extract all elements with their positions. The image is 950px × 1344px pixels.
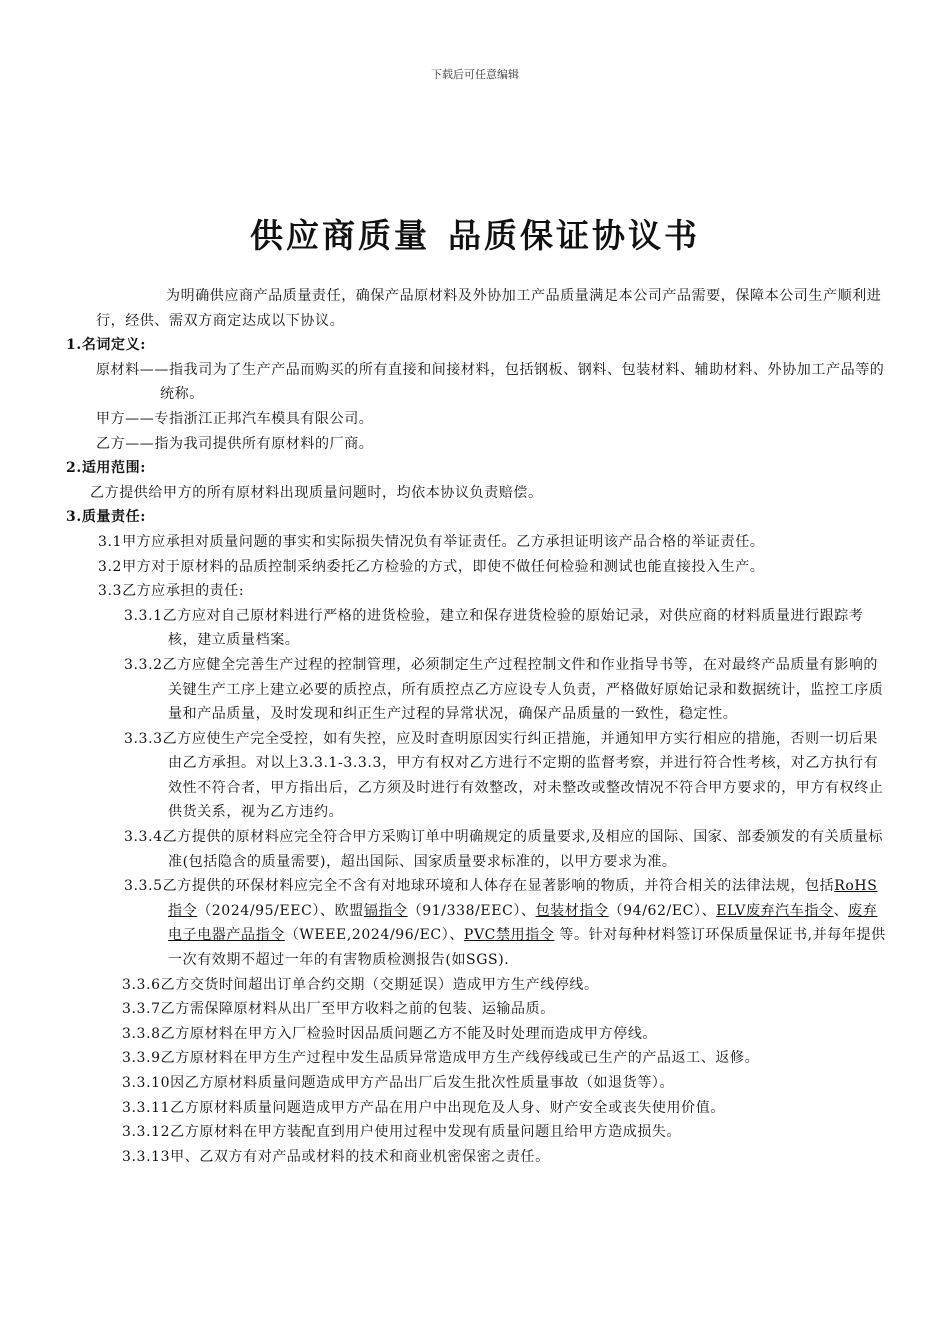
clause-3-3-9: 3.3.9乙方原材料在甲方生产过程中发生品质异常造成甲方生产线停线或已生产的产品返工、返修。 bbox=[122, 1050, 760, 1067]
clause-3-3-10: 3.3.10因乙方原材料质量问题造成甲方产品出厂后发生批次性质量事故（如退货等）。 bbox=[122, 1075, 675, 1091]
intro-paragraph: 为明确供应商产品质量责任，确保产品原材料及外协加工产品质量满足本公司产品需要，保障本公司生产顺利进行，经供、需双方商定达成以下协议。 bbox=[96, 288, 882, 329]
rohs-directive-link: RoHS指令 bbox=[168, 878, 878, 919]
packaging-directive-link: 包装材指令 bbox=[535, 902, 609, 919]
header-note: 下载后可任意编辑 bbox=[431, 68, 519, 81]
weee-directive-link: 废弃电子电器产品指令 bbox=[168, 902, 878, 944]
elv-directive-link: ELV废弃汽车指令 bbox=[716, 902, 834, 919]
clause-3-3-5 bbox=[60, 874, 890, 972]
clause-3-3-5-text-a: 3.3.5乙方提供的环保材料应完全不含有对地球环境和人体存在显著影响的物质，并符合相关的法律法规，包括 bbox=[124, 878, 835, 895]
clause-3-3-7: 3.3.7乙方需保障原材料从出厂至甲方收料之前的包装、运输品质。 bbox=[122, 1001, 555, 1018]
document-body bbox=[60, 284, 890, 1169]
cadmium-directive-link: 镉指令 bbox=[363, 902, 408, 919]
clause-3-3-5-text-g: 等。针对每种材料签订环保质量保证书,并每年提供一次有效期不超过一年的有害物质检测报告(如SGS). bbox=[168, 927, 886, 969]
page-title bbox=[0, 210, 950, 257]
clause-3-3-4: 3.3.4乙方提供的原材料应完全符合甲方采购订单中明确规定的质量要求,及相应的国际、国家、部委颁发的有关质量标准(包括隐含的质量需要)，超出国际、国家质量要求标准的，以甲方要求为准。 bbox=[124, 829, 884, 870]
clause-3-3-8: 3.3.8乙方原材料在甲方入厂检验时因品质问题乙方不能及时处理而造成甲方停线。 bbox=[122, 1025, 658, 1042]
clause-3-2: 3.2甲方对于原材料的品质控制采纳委托乙方检验的方式，即使不做任何检验和测试也能直接投入生产。 bbox=[98, 558, 765, 575]
clause-3-3: 3.3乙方应承担的责任: bbox=[98, 583, 245, 600]
clause-3-3-5-text-d: （94/62/EC）、 bbox=[608, 902, 717, 919]
definition-party-b: 乙方——指为我司提供所有原材料的厂商。 bbox=[96, 435, 374, 452]
clause-3-3-5-text-f: （WEEE,2024/96/EC）、 bbox=[284, 927, 464, 944]
clause-3-3-11: 3.3.11乙方原材料质量问题造成甲方产品在用户中出现危及人身、财产安全或丧失使用价值。 bbox=[122, 1099, 725, 1116]
section-2-heading: 2.适用范围: bbox=[66, 460, 146, 477]
clause-3-3-5-text-e: 、 bbox=[833, 902, 849, 919]
scope-text: 乙方提供给甲方的所有原材料出现质量问题时，均依本协议负责赔偿。 bbox=[90, 484, 543, 501]
clause-3-3-5-text-c: （91/338/EEC）、 bbox=[407, 902, 536, 919]
clause-3-3-6: 3.3.6乙方交货时间超出订单合约交期（交期延误）造成甲方生产线停线。 bbox=[122, 976, 599, 993]
definition-raw-material: 原材料——指我司为了生产产品而购买的所有直接和间接材料，包括钢板、钢料、包装材料、辅助材料、外协加工产品等的统称。 bbox=[96, 361, 885, 403]
clause-3-3-5-text-b: （2024/95/EEC）、欧盟 bbox=[197, 902, 364, 919]
title-part-1: 供应商质量 bbox=[250, 216, 430, 255]
title-part-2: 品质保证协议书 bbox=[448, 216, 700, 255]
definition-party-a: 甲方——专指浙江正邦汽车模具有限公司。 bbox=[96, 410, 374, 427]
clause-3-3-3: 3.3.3乙方应使生产完全受控，如有失控，应及时查明原因实行纠正措施，并通知甲方实行相应的措施，否则一切后果由乙方承担。对以上3.3.1-3.3.3，甲方有权对乙方进行不定期的监督考察，并进行符合性考核，对乙方执行有效性不符合者，甲方指出后，乙方须及时进行有效整改，对未整改或整改情况不符合甲方要求的，甲方有权终止供货关系，视为乙方违约。 bbox=[124, 730, 884, 821]
clause-3-3-13: 3.3.13甲、乙双方有对产品或材料的技术和商业机密保密之责任。 bbox=[122, 1148, 550, 1165]
section-1-heading: 1.名词定义: bbox=[66, 337, 146, 354]
pvc-directive-link: PVC禁用指令 bbox=[463, 927, 555, 944]
section-3-heading: 3.质量责任: bbox=[66, 509, 146, 526]
clause-3-1: 3.1甲方应承担对质量问题的事实和实际损失情况负有举证责任。乙方承担证明该产品合格的举证责任。 bbox=[98, 533, 765, 550]
clause-3-3-2: 3.3.2乙方应健全完善生产过程的控制管理，必须制定生产过程控制文件和作业指导书等，在对最终产品质量有影响的关键生产工序上建立必要的质控点，所有质控点乙方应设专人负责，严格做好原始记录和数据统计，监控工序质量和产品质量，及时发现和纠正生产过程的异常状况，确保产品质量的一致性，稳定性。 bbox=[124, 656, 884, 723]
clause-3-3-12: 3.3.12乙方原材料在甲方装配直到用户使用过程中发现有质量问题且给甲方造成损失。 bbox=[122, 1124, 682, 1141]
clause-3-3-1: 3.3.1乙方应对自己原材料进行严格的进货检验，建立和保存进货检验的原始记录，对供应商的材料质量进行跟踪考核，建立质量档案。 bbox=[124, 607, 864, 649]
